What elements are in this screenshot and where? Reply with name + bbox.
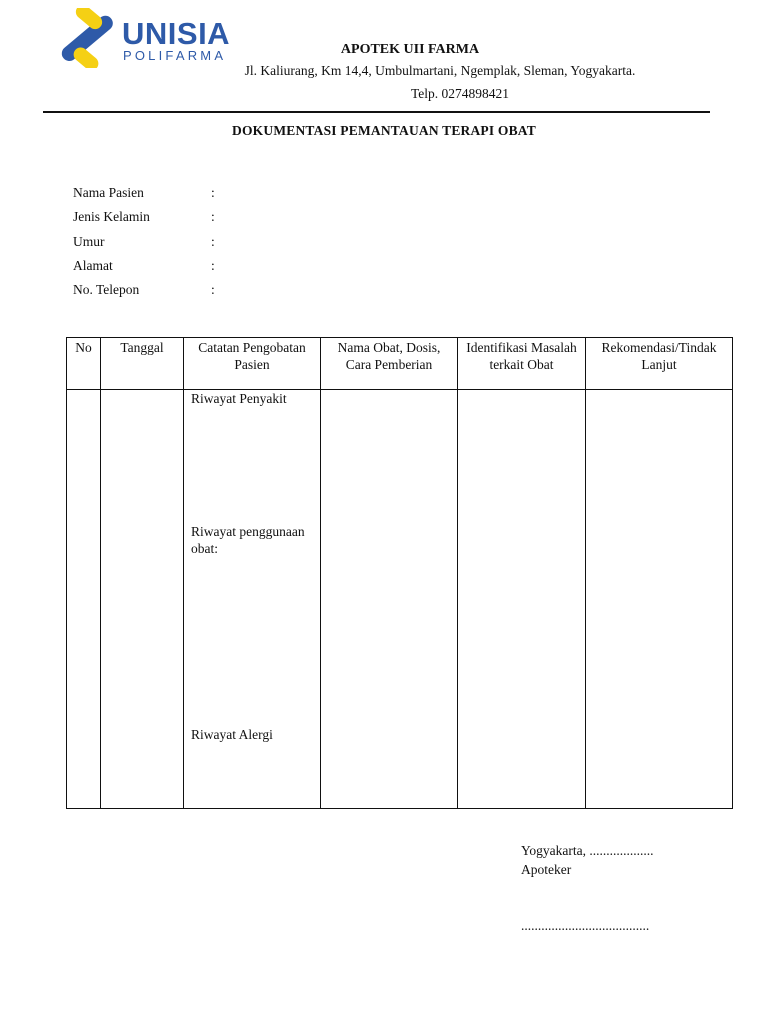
field-label: Alamat [73, 257, 113, 273]
logo-wordmark: UNISIA [122, 16, 231, 51]
field-label: Jenis Kelamin [73, 209, 150, 225]
field-gender [73, 209, 231, 233]
field-address [73, 258, 231, 282]
pharmacy-address: Jl. Kaliurang, Km 14,4, Umbulmartani, Ngemplak, Sleman, Yogyakarta. [244, 63, 636, 78]
logo-subtitle: POLIFARMA [123, 48, 227, 63]
patient-info-fields [73, 185, 231, 306]
logo-mark-icon [54, 8, 124, 68]
field-phone [73, 282, 231, 306]
table-header-row [67, 338, 733, 390]
cell-recommendation [586, 390, 733, 809]
column-header-date: Tanggal [101, 338, 184, 390]
column-header-drug-dose: Nama Obat, Dosis, Cara Pemberian [321, 338, 458, 390]
signature-place-date: Yogyakarta, ................... [521, 843, 654, 858]
field-colon: : [211, 233, 215, 249]
cell-no [67, 390, 101, 809]
field-label: No. Telepon [73, 282, 140, 298]
signature-line: ...................................... [521, 918, 650, 933]
field-label: Umur [73, 233, 105, 249]
field-colon: : [211, 185, 215, 200]
therapy-monitoring-table [66, 337, 733, 809]
column-header-treatment-notes: Catatan Pengobatan Pasien [184, 338, 321, 390]
signature-role: Apoteker [521, 862, 572, 877]
column-header-drug-problem: Identifikasi Masalah terkait Obat [458, 338, 586, 390]
cell-drug-problem [458, 390, 586, 809]
note-disease-history: Riwayat Penyakit [191, 391, 287, 406]
signature-block [521, 841, 654, 879]
cell-drug-dose [321, 390, 458, 809]
pharmacy-name: APOTEK UII FARMA [340, 42, 480, 57]
note-allergy-history: Riwayat Alergi [191, 727, 273, 742]
pharmacy-phone: Telp. 0274898421 [410, 86, 510, 101]
cell-treatment-notes [184, 390, 321, 809]
note-medication-history: Riwayat penggunaan obat: [191, 524, 305, 556]
column-header-no: No [67, 338, 101, 390]
table-row [67, 390, 733, 809]
field-colon: : [211, 282, 215, 298]
field-label: Nama Pasien [73, 185, 144, 200]
field-colon: : [211, 257, 215, 273]
column-header-recommendation: Rekomendasi/Tindak Lanjut [586, 338, 733, 390]
field-age [73, 234, 231, 258]
document-title: DOKUMENTASI PEMANTAUAN TERAPI OBAT [232, 123, 536, 138]
pharmacy-logo [54, 8, 231, 68]
header-divider [43, 111, 710, 113]
field-colon: : [211, 209, 215, 225]
cell-date [101, 390, 184, 809]
field-patient-name [73, 185, 231, 209]
